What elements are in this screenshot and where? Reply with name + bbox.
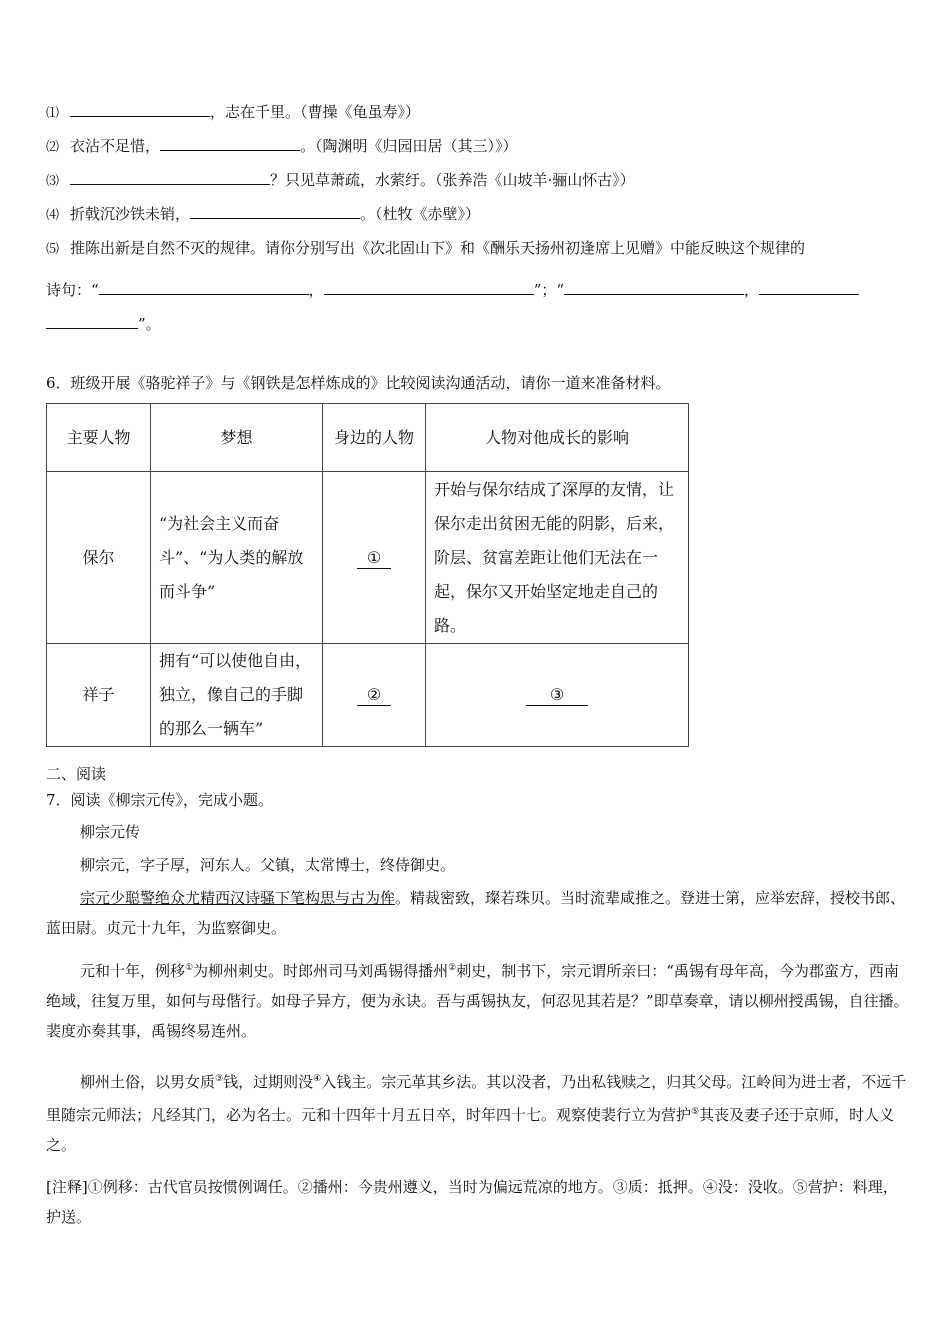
answer-blank[interactable] xyxy=(564,280,744,295)
passage-paragraph-2 xyxy=(46,883,910,943)
item-text: ，志在千里。（曹操《龟虽寿》） xyxy=(210,103,421,121)
comma: ， xyxy=(744,281,760,299)
item-text: 诗句：“ xyxy=(46,281,99,299)
table-row xyxy=(47,644,689,747)
item-number: ⑷ xyxy=(46,208,60,223)
punctuation: ”。 xyxy=(138,315,161,333)
footnote-mark: ③ xyxy=(215,1074,224,1084)
item-text: 折戟沉沙铁未销， xyxy=(70,205,191,223)
passage-title: 柳宗元传 xyxy=(80,823,141,841)
influence-cell xyxy=(426,644,689,747)
paragraph-text: 钱，过期则没 xyxy=(223,1073,314,1091)
answer-slot[interactable]: ① xyxy=(357,548,391,569)
paragraph-text: 其丧及妻子还于京师，时人义之。 xyxy=(46,1106,895,1154)
q6-title: 6．班级开展《骆驼祥子》与《钢铁是怎样炼成的》比较阅读沟通活动，请你一道来准备材料。 xyxy=(46,374,671,392)
answer-slot[interactable]: ③ xyxy=(526,685,588,706)
answer-blank[interactable] xyxy=(46,314,138,329)
header-cell: 身边的人物 xyxy=(323,404,426,472)
item-number: ⑶ xyxy=(46,174,60,189)
answer-blank[interactable] xyxy=(759,280,859,295)
footnote-mark: ② xyxy=(448,963,457,973)
header-cell: 主要人物 xyxy=(47,404,151,472)
item-text: 。（杜牧《赤壁》） xyxy=(360,205,481,223)
paragraph-text: 入钱主。宗元革其乡法。其以没者，乃出私钱赎之，归其父母。江岭间为进士者，不远千里随宗元师法；凡经其门，必为名士。元和十四年十月五日卒，时年四十七。观察使裴行立为营护 xyxy=(46,1073,907,1124)
header-cell: 梦想 xyxy=(151,404,323,472)
answer-blank[interactable] xyxy=(190,204,360,219)
comma: ， xyxy=(308,281,324,299)
passage-paragraph-1: 柳宗元，字子厚，河东人。父镇，太常博士，终侍御史。 xyxy=(80,856,456,874)
fill-item-5-line3 xyxy=(46,314,161,334)
table-row xyxy=(47,472,689,644)
item-text: 。（陶渊明《归园田居（其三）》） xyxy=(300,137,518,155)
character-name: 祥子 xyxy=(47,644,151,747)
influence-cell: 开始与保尔结成了深厚的友情，让保尔走出贫困无能的阴影，后来，阶层、贫富差距让他们无法在一起，保尔又开始坚定地走自己的路。 xyxy=(426,472,689,644)
section-heading: 二、阅读 xyxy=(46,765,107,783)
item-text: 推陈出新是自然不灭的规律。请你分别写出《次北固山下》和《酬乐天扬州初逢席上见赠》中能反映这个规律的 xyxy=(70,239,806,257)
paragraph-text: 元和十年，例移 xyxy=(80,962,186,980)
answer-blank[interactable] xyxy=(99,280,309,295)
punctuation: ”；“ xyxy=(533,281,565,299)
fill-item-2 xyxy=(46,136,518,158)
item-text: ？只见草萧疏，水萦纡。（张养浩《山坡羊·骊山怀古》） xyxy=(270,171,635,189)
header-cell: 人物对他成长的影响 xyxy=(426,404,689,472)
fill-item-5 xyxy=(46,238,805,260)
paragraph-text: 柳州土俗，以男女质 xyxy=(80,1073,216,1091)
people-cell xyxy=(323,644,426,747)
comparison-table xyxy=(46,403,689,747)
annotation-notes: [注释]①例移：古代官员按惯例调任。②播州：今贵州遵义，当时为偏远荒凉的地方。③质：抵押。④没：没收。⑤营护：料理，护送。 xyxy=(46,1178,898,1226)
item-number: ⑸ xyxy=(46,242,60,257)
paragraph-text: 刺史，制书下，宗元谓所亲曰：“禹锡有母年高，今为郡蛮方，西南绝域，往复万里，如何与母偕行。如母子异方，便为永诀。吾与禹锡执友，何忍见其若是？”即草奏章，请以柳州授禹锡，自往播。裴度亦奏其事，禹锡终易连州。 xyxy=(46,962,909,1040)
footnote-mark: ⑤ xyxy=(691,1107,700,1117)
passage-paragraph-4 xyxy=(46,1064,910,1160)
answer-blank[interactable] xyxy=(70,170,270,185)
paragraph-text: 为柳州刺史。时郎州司马刘禹锡得播州 xyxy=(193,962,449,980)
item-number: ⑴ xyxy=(46,106,60,121)
answer-blank[interactable] xyxy=(160,136,300,151)
passage-paragraph-3 xyxy=(46,953,910,1046)
fill-item-5-line2 xyxy=(46,280,859,300)
q7-title: 7．阅读《柳宗元传》，完成小题。 xyxy=(46,791,274,809)
fill-item-3 xyxy=(46,170,635,192)
answer-blank[interactable] xyxy=(70,102,210,117)
underlined-sentence: 宗元少聪警绝众尤精西汉诗骚下笔构思与古为侔 xyxy=(80,889,396,907)
item-text: 衣沾不足惜， xyxy=(70,137,161,155)
dream-cell: 拥有“可以使他自由，独立，像自己的手脚的那么一辆车” xyxy=(151,644,323,747)
answer-slot[interactable]: ② xyxy=(357,685,391,706)
table-header-row xyxy=(47,404,689,472)
item-number: ⑵ xyxy=(46,140,60,155)
people-cell xyxy=(323,472,426,644)
character-name: 保尔 xyxy=(47,472,151,644)
dream-cell: “为社会主义而奋斗”、“为人类的解放而斗争” xyxy=(151,472,323,644)
footnote-mark: ④ xyxy=(313,1074,322,1084)
answer-blank[interactable] xyxy=(324,280,534,295)
footnote-mark: ① xyxy=(185,963,194,973)
fill-item-1 xyxy=(46,102,420,124)
paragraph-text: 。精裁密致，璨若珠贝。当时流辈咸推之。登进士第，应举宏辞，授校书郎、蓝田尉。贞元十九年，为监察御史。 xyxy=(46,889,906,937)
fill-item-4 xyxy=(46,204,480,226)
